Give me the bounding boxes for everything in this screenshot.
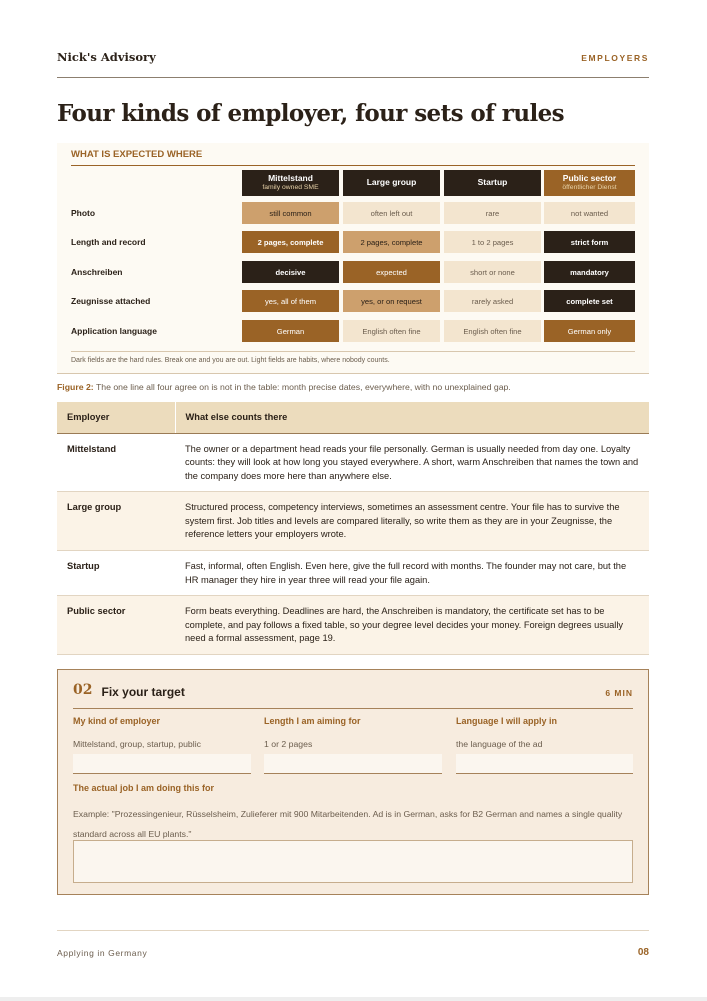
table-row — [57, 596, 649, 655]
description-cell: The owner or a department head reads your file personally. German is usually needed from day one. Loyalty counts: they will look at how long you stayed everywhere. A short, warm Anschreiben that names the town and the company does more here than anywhere else. — [175, 433, 649, 492]
expectations-figure — [57, 143, 649, 374]
footer-title: Applying in Germany — [57, 948, 148, 958]
matrix-cell: mandatory — [544, 261, 635, 283]
page-title: Four kinds of employer, four sets of rules — [57, 100, 564, 127]
matrix-cell: 1 to 2 pages — [444, 231, 541, 253]
employer-cell: Mittelstand — [57, 433, 175, 492]
column-header-counts: What else counts there — [175, 402, 649, 433]
matrix-cell: complete set — [544, 290, 635, 312]
table-row — [57, 433, 649, 492]
caption-label: Figure 2: — [57, 382, 94, 392]
figure-caption — [57, 382, 649, 392]
matrix-cell: 2 pages, complete — [343, 231, 440, 253]
column-header-1 — [343, 170, 440, 196]
field-label-job: The actual job I am doing this for — [73, 783, 215, 793]
matrix-cell: rarely asked — [444, 290, 541, 312]
matrix-cell: German — [242, 320, 339, 342]
matrix-cell: expected — [343, 261, 440, 283]
column-header-3 — [544, 170, 635, 196]
bottom-edge — [0, 997, 707, 1001]
exercise-box — [57, 669, 649, 895]
table-row — [57, 551, 649, 596]
column-header-employer: Employer — [57, 402, 175, 433]
matrix-cell: rare — [444, 202, 541, 224]
matrix-cell: short or none — [444, 261, 541, 283]
matrix-cell: yes, or on request — [343, 290, 440, 312]
section-tag: EMPLOYERS — [581, 53, 649, 63]
matrix-cell: yes, all of them — [242, 290, 339, 312]
matrix-cell: often left out — [343, 202, 440, 224]
field-label-length: Length I am aiming for — [264, 716, 361, 726]
job-textarea[interactable] — [73, 840, 633, 883]
figure-note: Dark fields are the hard rules. Break one and you are out. Light fields are habits, where nobody counts. — [71, 351, 635, 364]
row-label: Length and record — [71, 237, 146, 247]
field-hint-employer-kind: Mittelstand, group, startup, public — [73, 739, 201, 749]
employer-table — [57, 402, 649, 655]
page-header — [57, 50, 649, 78]
matrix-cell: English often fine — [343, 320, 440, 342]
employer-cell: Public sector — [57, 596, 175, 655]
page-footer — [57, 930, 649, 958]
column-label: Public sector — [562, 173, 617, 184]
matrix-cell: strict form — [544, 231, 635, 253]
employer-kind-input[interactable] — [73, 754, 251, 774]
employer-cell: Large group — [57, 492, 175, 551]
field-hint-length: 1 or 2 pages — [264, 739, 313, 749]
length-input[interactable] — [264, 754, 442, 774]
field-hint-language: the language of the ad — [456, 739, 543, 749]
field-label-employer-kind: My kind of employer — [73, 716, 161, 726]
description-cell: Fast, informal, often English. Even here, give the full record with months. The founder may not care, but the HR manager they hire in year three will read your file again. — [175, 551, 649, 596]
table-row — [57, 492, 649, 551]
column-sublabel: family owned SME — [262, 183, 319, 191]
matrix-cell: decisive — [242, 261, 339, 283]
field-label-language: Language I will apply in — [456, 716, 558, 726]
exercise-time: 6 MIN — [605, 688, 633, 698]
matrix-cell: still common — [242, 202, 339, 224]
exercise-number: 02 — [73, 682, 93, 698]
row-label: Photo — [71, 208, 96, 218]
exercise-header — [73, 682, 633, 709]
description-cell: Form beats everything. Deadlines are hard, the Anschreiben is mandatory, the certificate set has to be complete, and pay follows a fixed table, so your degree level decides your money. Foreign degrees usually need a formal assessment, page 19. — [175, 596, 649, 655]
description-cell: Structured process, competency interviews, sometimes an assessment centre. Your file has to survive the system first. Job titles and levels are compared literally, so write them as they are in your Zeugnisse, the reference letters your employers wrote. — [175, 492, 649, 551]
column-sublabel: öffentlicher Dienst — [562, 183, 617, 191]
table-header-row — [57, 402, 649, 433]
matrix-cell: not wanted — [544, 202, 635, 224]
exercise-title: Fix your target — [101, 685, 185, 699]
page-number: 08 — [637, 947, 649, 958]
language-input[interactable] — [456, 754, 633, 774]
matrix-cell: German only — [544, 320, 635, 342]
field-hint-job: Example: "Prozessingenieur, Rüsselsheim, Zulieferer mit 900 Mitarbeitenden. Ad is in German, asks for B2 German and names a single quality standard across all EU plants." — [73, 809, 623, 839]
row-label: Zeugnisse attached — [71, 296, 151, 306]
brand-name: Nick's Advisory — [57, 50, 156, 64]
column-header-2 — [444, 170, 541, 196]
column-label: Mittelstand — [268, 173, 313, 184]
employer-cell: Startup — [57, 551, 175, 596]
row-label: Application language — [71, 326, 157, 336]
matrix-cell: English often fine — [444, 320, 541, 342]
column-label: Large group — [366, 177, 417, 188]
figure-heading: WHAT IS EXPECTED WHERE — [71, 149, 635, 166]
matrix-cell: 2 pages, complete — [242, 231, 339, 253]
column-header-0 — [242, 170, 339, 196]
caption-text: The one line all four agree on is not in the table: month precise dates, everywhere, with no unexplained gap. — [93, 382, 511, 392]
column-label: Startup — [477, 177, 508, 188]
row-label: Anschreiben — [71, 267, 123, 277]
